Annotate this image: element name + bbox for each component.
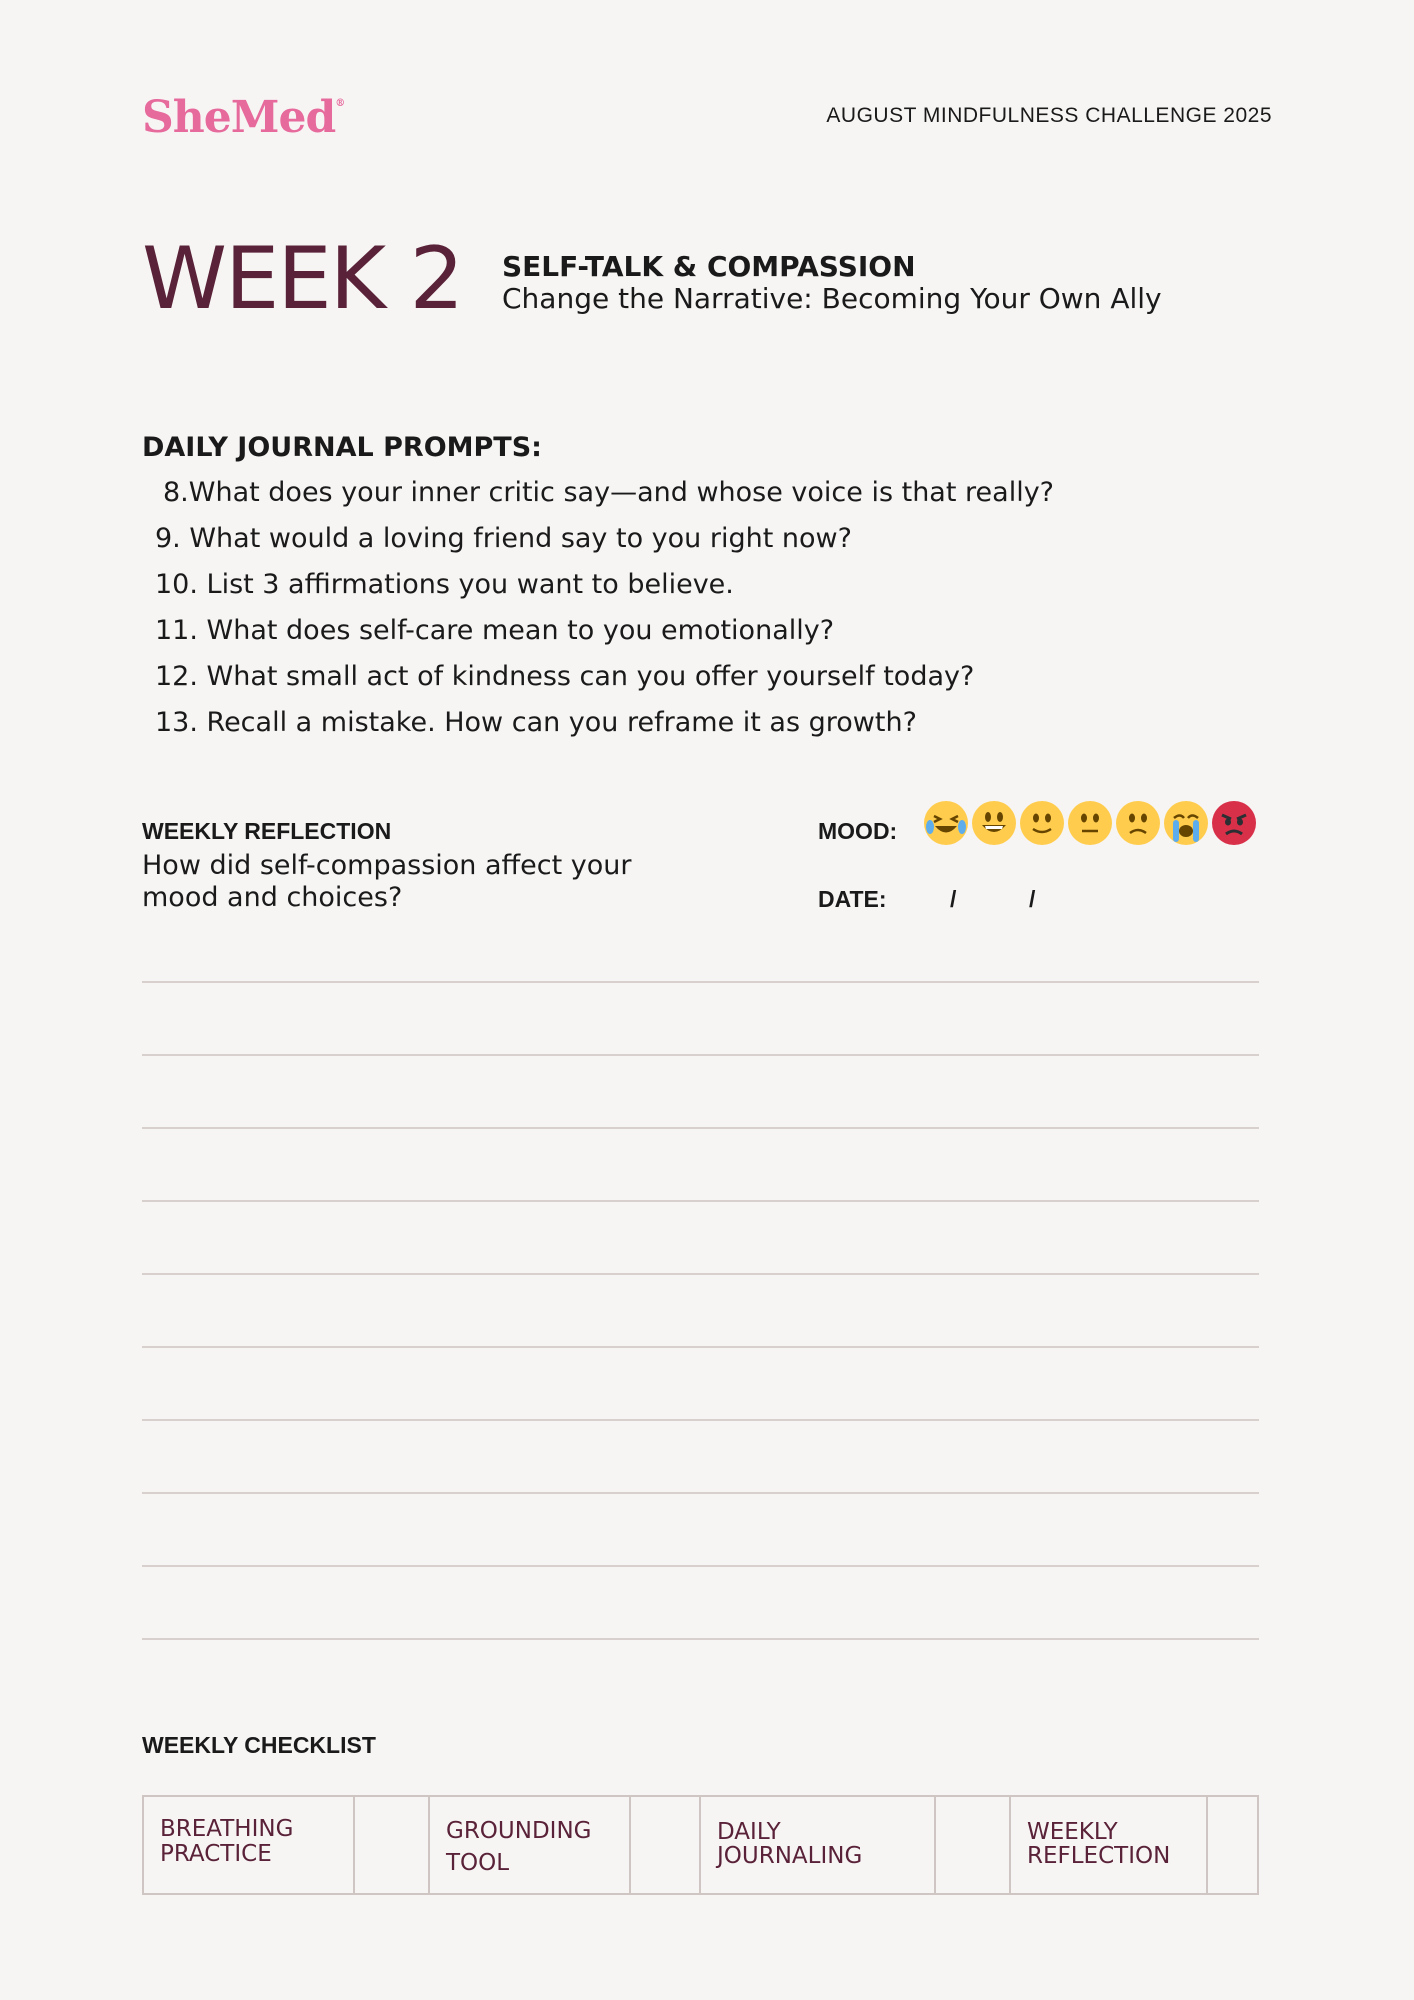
checklist-checkbox[interactable] [936,1797,1011,1893]
theme-subtitle: Change the Narrative: Becoming Your Own Ally [502,282,1162,315]
tears-of-joy-icon[interactable] [924,801,968,845]
mood-label: MOOD: [818,818,898,844]
neutral-face-icon[interactable] [1068,801,1112,845]
angry-icon[interactable] [1212,801,1256,845]
writing-line[interactable] [142,1492,1259,1565]
writing-line[interactable] [142,1200,1259,1273]
checklist-checkbox[interactable] [355,1797,430,1893]
prompt-item: 9. What would a loving friend say to you right now? [155,523,852,554]
theme-title: SELF-TALK & COMPASSION [502,250,916,283]
mood-selector [924,801,1256,845]
date-separator: / [1029,886,1036,912]
checklist-item-reflection: WEEKLY REFLECTION [1011,1797,1208,1893]
checklist-item-journaling: DAILY JOURNALING [701,1797,936,1893]
logo [142,92,344,143]
checklist-checkbox[interactable] [631,1797,701,1893]
writing-line[interactable] [142,1638,1259,1640]
writing-line[interactable] [142,1273,1259,1346]
prompt-item: 13. Recall a mistake. How can you reframe it as growth? [155,707,917,738]
checklist-item-grounding: GROUNDING TOOL [430,1797,631,1893]
week-label: WEEK 2 [142,229,463,329]
weekly-checklist [142,1795,1259,1895]
prompt-item: 10. List 3 affirmations you want to believe. [155,569,734,600]
writing-line[interactable] [142,1346,1259,1419]
checklist-heading: WEEKLY CHECKLIST [142,1732,376,1758]
writing-lines[interactable] [142,981,1259,1640]
writing-line[interactable] [142,981,1259,1054]
prompt-item: 11. What does self-care mean to you emotionally? [155,615,835,646]
reflection-question: How did self-compassion affect your mood and choices? [142,850,632,913]
prompt-item: 12. What small act of kindness can you offer yourself today? [155,661,975,692]
registered-mark: ® [335,98,345,109]
writing-line[interactable] [142,1419,1259,1492]
checklist-item-breathing: BREATHING PRACTICE [144,1797,355,1893]
grinning-icon[interactable] [972,801,1016,845]
logo-text: SheMed [142,92,336,143]
prompts-heading: DAILY JOURNAL PROMPTS: [142,432,542,463]
frown-icon[interactable] [1116,801,1160,845]
writing-line[interactable] [142,1565,1259,1638]
prompts-list [155,472,1054,748]
checklist-checkbox[interactable] [1208,1797,1257,1893]
writing-line[interactable] [142,1127,1259,1200]
date-label: DATE: [818,886,887,912]
writing-line[interactable] [142,1054,1259,1127]
crying-icon[interactable] [1164,801,1208,845]
prompt-item: 8.What does your inner critic say—and whose voice is that really? [163,477,1054,508]
date-separator: / [950,886,957,912]
reflection-heading: WEEKLY REFLECTION [142,818,392,844]
slight-smile-icon[interactable] [1020,801,1064,845]
challenge-title: AUGUST MINDFULNESS CHALLENGE 2025 [826,104,1272,127]
